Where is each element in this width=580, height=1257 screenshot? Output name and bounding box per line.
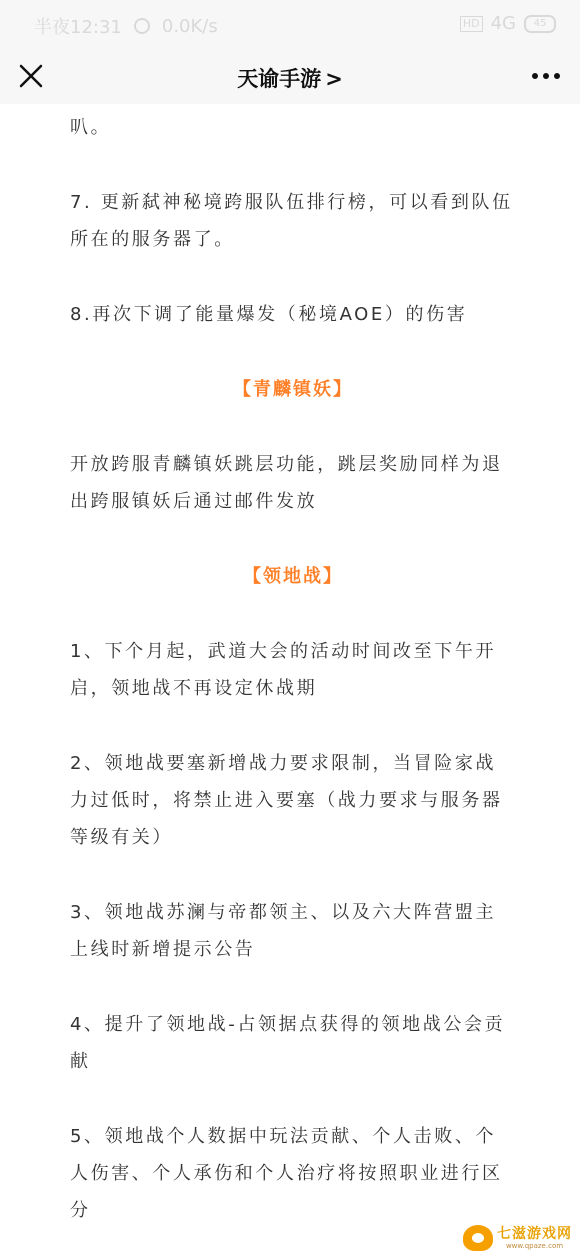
section-heading-qinglin: 【青麟镇妖】: [233, 379, 353, 400]
paragraph-lingdi-1: 1、下个月起，武道大会的活动时间改至下午开启，领地战不再设定休战期: [70, 641, 497, 699]
battery-icon: 45: [524, 15, 556, 33]
status-bar: [0, 0, 580, 50]
watermark-url: www.qpaze.com: [505, 1242, 564, 1250]
more-dot-icon: [543, 73, 549, 79]
watermark: [463, 1225, 572, 1251]
watermark-text: [497, 1226, 572, 1250]
watermark-logo-icon: [463, 1225, 493, 1251]
status-right: [460, 13, 556, 34]
paragraph-item-7: 7. 更新弑神秘境跨服队伍排行榜，可以看到队伍所在的服务器了。: [70, 192, 513, 250]
paragraph-lingdi-3: 3、领地战苏澜与帝都领主、以及六大阵营盟主上线时新增提示公告: [70, 902, 497, 960]
paragraph-lingdi-5: 5、领地战个人数据中玩法贡献、个人击败、个人伤害、个人承伤和个人治疗将按照职业进行区分: [70, 1126, 503, 1221]
network-speed: 0.0K/s: [161, 15, 218, 37]
watermark-main: 七滋游戏网: [497, 1226, 572, 1242]
paragraph-item-8: 8.再次下调了能量爆发（秘境AOE）的伤害: [70, 304, 468, 325]
paragraph-lingdi-4: 4、提升了领地战-占领据点获得的领地战公会贡献: [70, 1014, 506, 1072]
article-content: [70, 104, 516, 1229]
paragraph-continuation: 叭。: [70, 117, 112, 138]
chevron-right-icon: >: [325, 67, 343, 91]
status-left: [34, 13, 218, 39]
more-button[interactable]: [532, 73, 560, 79]
close-button[interactable]: [16, 61, 46, 91]
clock: 半夜12:31: [34, 17, 122, 38]
account-title-link[interactable]: [140, 63, 440, 93]
paragraph-lingdi-2: 2、领地战要塞新增战力要求限制，当冒险家战力过低时，将禁止进入要塞（战力要求与服务器等级有关）: [70, 753, 503, 848]
close-icon: [16, 61, 46, 91]
more-dot-icon: [532, 73, 538, 79]
hd-badge: HD: [460, 16, 483, 32]
section-heading-lingdi: 【领地战】: [243, 566, 343, 587]
page-title: 天谕手游: [237, 67, 322, 91]
alarm-icon: [134, 18, 150, 34]
nav-bar: [0, 50, 580, 104]
more-dot-icon: [554, 73, 560, 79]
paragraph-qinglin: 开放跨服青麟镇妖跳层功能，跳层奖励同样为退出跨服镇妖后通过邮件发放: [70, 454, 503, 512]
signal-label: 4G: [490, 13, 516, 34]
